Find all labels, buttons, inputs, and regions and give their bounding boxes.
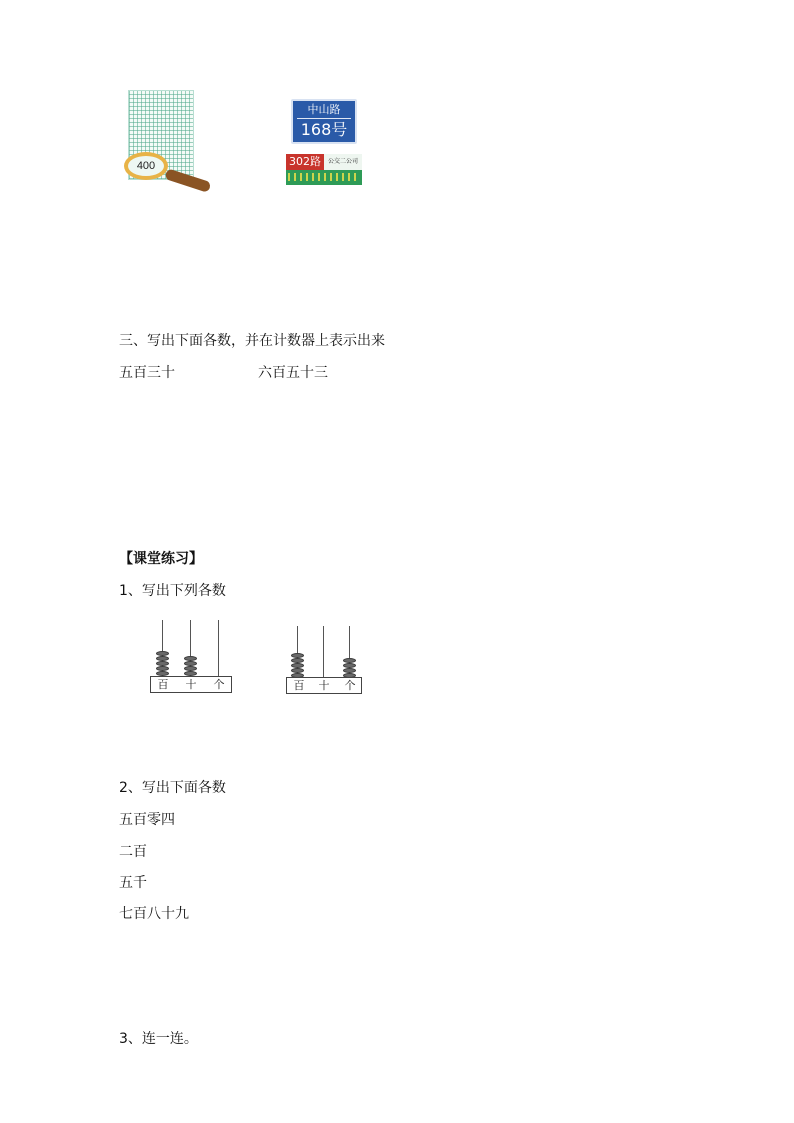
place-label-tens: 十: [185, 678, 197, 691]
place-label-hundreds: 百: [157, 678, 169, 691]
abacus-left: [150, 620, 232, 696]
abacus-bead: [156, 666, 169, 671]
abacus-base: [286, 677, 362, 694]
abacus-bead: [291, 653, 304, 658]
abacus-rod-tens: [323, 626, 324, 678]
question-2-item-3: 五千: [119, 875, 147, 891]
question-2-title: 2、写出下面各数: [119, 780, 226, 796]
place-label-tens: 十: [318, 679, 330, 692]
abacus-bead: [156, 661, 169, 666]
abacus-right: [286, 626, 362, 696]
place-label-ones: 个: [344, 679, 356, 692]
road-sign-number: 168号: [300, 120, 348, 139]
section-3-item-1: 五百三十: [119, 365, 175, 381]
question-2-item-1: 五百零四: [119, 812, 175, 828]
magnifier-label: 400: [136, 160, 156, 172]
abacus-bead: [184, 666, 197, 671]
practice-heading: 【课堂练习】: [119, 551, 203, 567]
abacus-bead: [156, 651, 169, 656]
abacus-bead: [291, 668, 304, 673]
place-label-hundreds: 百: [293, 679, 305, 692]
bus-route-sign: [286, 154, 362, 185]
bus-company: 公交二公司: [324, 154, 362, 170]
section-3-heading: 三、写出下面各数，并在计数器上表示出来: [119, 333, 385, 349]
abacus-bead: [343, 663, 356, 668]
bus-stop-list: [288, 173, 360, 181]
bus-route-number: 302路: [286, 154, 324, 170]
abacus-bead: [156, 656, 169, 661]
road-sign: [291, 99, 357, 144]
question-3-title: 3、连一连。: [119, 1031, 198, 1047]
abacus-bead: [291, 663, 304, 668]
question-1-title: 1、写出下列各数: [119, 583, 226, 599]
road-sign-divider: [297, 118, 351, 119]
abacus-bead: [343, 668, 356, 673]
abacus-bead: [184, 661, 197, 666]
abacus-rod-ones: [218, 620, 219, 676]
magnifier-icon: [124, 152, 168, 180]
abacus-base: [150, 676, 232, 693]
abacus-bead: [184, 656, 197, 661]
grid-paper-magnifier-figure: [124, 88, 214, 194]
place-label-ones: 个: [213, 678, 225, 691]
road-sign-name: 中山路: [307, 103, 341, 116]
section-3-item-2: 六百五十三: [258, 365, 328, 381]
question-2-item-4: 七百八十九: [119, 906, 189, 922]
abacus-bead: [291, 658, 304, 663]
abacus-bead: [343, 658, 356, 663]
question-2-item-2: 二百: [119, 844, 147, 860]
